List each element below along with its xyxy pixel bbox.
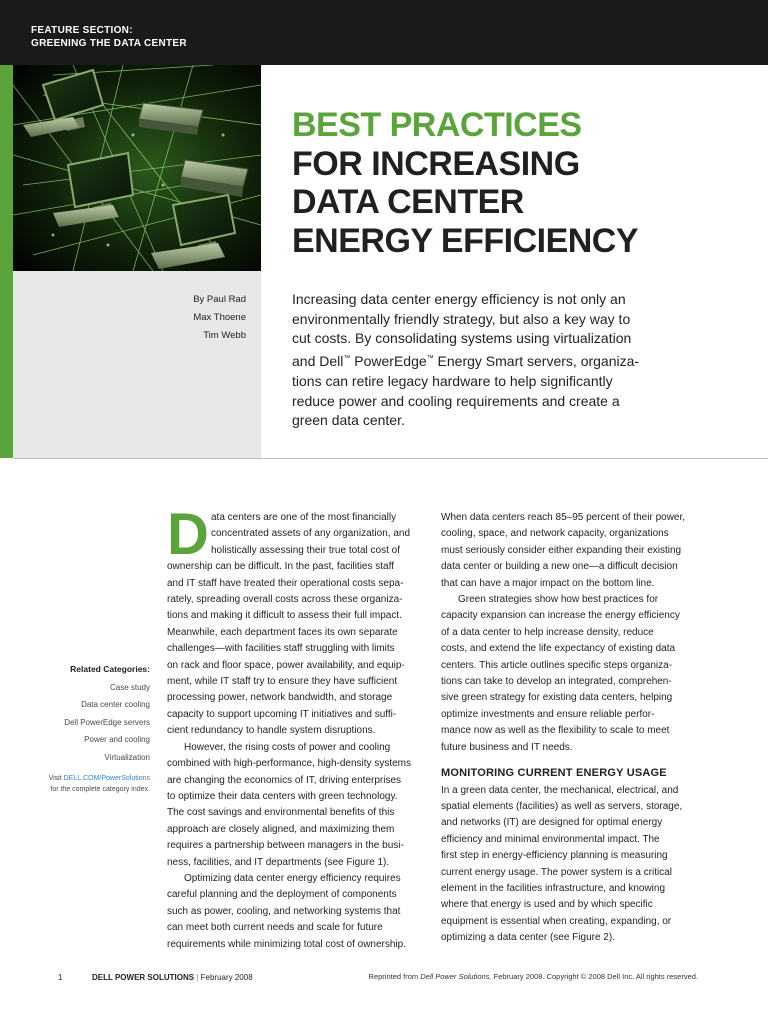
body-line: ata centers are one of the most financially — [211, 512, 397, 523]
lede-line: tions can retire legacy hardware to help significantly — [292, 372, 613, 389]
author-3: Tim Webb — [203, 330, 246, 341]
category-dell-poweredge-servers: Dell PowerEdge servers — [64, 717, 150, 727]
title-line-2: FOR INCREASING — [292, 144, 580, 183]
footer-separator: | — [196, 973, 199, 982]
reprint-suffix: February 2008. Copyright © 2008 Dell Inc. All rights reserved. — [491, 972, 698, 981]
body-line: combined with high-performance, high-density systems — [167, 758, 411, 770]
body-line: approach are closely aligned, and maximizing them — [167, 823, 395, 835]
body-line: optimizing a data center (see Figure 2). — [441, 932, 615, 944]
body-line: centers. This article outlines specific steps organiza- — [441, 659, 673, 671]
visit-note-suffix: for the complete category index. — [50, 786, 150, 793]
lede-line — [292, 349, 697, 372]
lede-line: environmentally friendly strategy, but also a key way to — [292, 310, 631, 327]
author-2: Max Thoene — [193, 312, 246, 323]
body-line: Green strategies show how best practices for — [458, 594, 659, 606]
body-line: first step in energy-efficiency planning is measuring — [441, 850, 668, 862]
body-line: capacity expansion can increase the energy efficiency — [441, 610, 680, 622]
body-line: cient redundancy to handle system disruptions. — [167, 725, 376, 737]
body-line: processing power, network bandwidth, and storage — [167, 692, 393, 704]
body-line: future business and IT needs. — [441, 741, 573, 753]
body-line: ownership can be difficult. In the past, facilities staff — [167, 561, 394, 573]
body-line: current energy usage. The power system is a critical — [441, 866, 673, 878]
body-line: requirements while minimizing total cost of ownership. — [167, 938, 406, 950]
category-virtualization: Virtualization — [104, 752, 150, 762]
body-line: When data centers reach 85–95 percent of their power, — [441, 512, 686, 523]
body-line: However, the rising costs of power and cooling — [184, 741, 391, 753]
lede-text: and Dell — [292, 353, 344, 370]
body-line: spatial elements (facilities) as well as servers, storage, — [441, 800, 683, 812]
category-power-and-cooling: Power and cooling — [84, 735, 150, 744]
header-divider — [13, 458, 768, 459]
body-line: tions and making it difficult to assess their full impact. — [167, 610, 402, 622]
body-line: must seriously consider either expanding their existing — [441, 544, 682, 556]
powersolutions-link[interactable]: DELL.COM/PowerSolutions — [63, 775, 150, 782]
related-categories-sidebar — [38, 661, 150, 795]
body-line: element in the facilities infrastructure, and knowing — [441, 882, 666, 894]
lede-line: Increasing data center energy efficiency is not only an — [292, 291, 626, 307]
body-line: where that energy is used and by which specific — [441, 899, 653, 911]
reprint-notice — [369, 972, 698, 981]
body-line: careful planning and the deployment of components — [167, 889, 397, 901]
title-line-1: BEST PRACTICES — [292, 106, 582, 144]
lede-text: PowerEdge — [350, 353, 427, 370]
publication-name: DELL POWER SOLUTIONS — [92, 973, 195, 982]
green-accent-strip — [0, 65, 13, 458]
feature-label-line-2: GREENING THE DATA CENTER — [31, 38, 187, 49]
body-line: and IT staff have treated their operational costs sepa- — [167, 577, 404, 589]
body-line: are changing the economics of IT, driving enterprises — [167, 774, 402, 786]
body-line: data center or building a new one—a difficult decision — [441, 561, 678, 573]
author-1: By Paul Rad — [193, 294, 246, 305]
body-line: Optimizing data center energy efficiency requires — [184, 872, 401, 884]
feature-label-line-1: FEATURE SECTION: — [31, 25, 133, 36]
publication-date: February 2008 — [200, 973, 253, 982]
lede-line: green data center. — [292, 412, 405, 429]
article-lede — [292, 290, 697, 431]
body-line: rately, spreading overall costs across these organiza- — [167, 594, 403, 606]
network-illustration — [13, 65, 261, 271]
body-line: mance now as well as the flexibility to scale to meet — [441, 725, 670, 737]
author-byline — [100, 291, 246, 345]
visit-prefix: Visit — [48, 775, 64, 782]
body-line: Meanwhile, each department faces its own separate — [167, 626, 398, 638]
body-line: can meet both current needs and scale for future — [167, 922, 383, 934]
page-number: 1 — [58, 973, 63, 982]
body-line: ment, while IT staff try to ensure they have sufficient — [167, 676, 398, 688]
trademark-symbol: ™ — [343, 355, 351, 363]
body-line: cooling, space, and network capacity, organizations — [441, 528, 669, 540]
body-line: of a data center to help increase density, reduce — [441, 626, 654, 638]
body-line: In a green data center, the mechanical, electrical, and — [441, 784, 679, 796]
lede-line: reduce power and cooling requirements and create a — [292, 392, 620, 409]
article-title — [292, 106, 638, 260]
body-line: equipment is essential when creating, expanding, or — [441, 915, 672, 927]
body-line: such as power, cooling, and networking systems that — [167, 905, 401, 917]
lede-text: Energy Smart servers, organiza- — [433, 353, 640, 370]
page-footer — [0, 969, 768, 989]
top-bar — [0, 0, 768, 65]
lede-line: cut costs. By consolidating systems using virtualization — [292, 330, 632, 347]
body-line: on rack and floor space, power availability, and equip- — [167, 659, 405, 671]
title-line-3: DATA CENTER — [292, 183, 524, 221]
body-line: sive green strategy for existing data centers, helping — [441, 692, 673, 704]
body-line: efficiency and minimal environmental impact. The — [441, 833, 660, 845]
body-line: holistically assessing their true total cost of — [211, 544, 400, 556]
related-categories-heading: Related Categories: — [70, 664, 150, 674]
body-line: tions can take to develop an integrated, comprehen- — [441, 676, 672, 688]
reprint-prefix: Reprinted from — [368, 972, 421, 981]
section-heading-monitoring: MONITORING CURRENT ENERGY USAGE — [441, 767, 667, 780]
category-data-center-cooling: Data center cooling — [81, 700, 150, 709]
body-line: The cost savings and environmental benefits of this — [167, 807, 395, 819]
body-line: ness, facilities, and IT departments (see Figure 1). — [167, 856, 390, 868]
feature-section-label — [31, 24, 187, 50]
body-line: concentrated assets of any organization, and — [211, 528, 411, 540]
publication-info — [92, 973, 253, 982]
title-line-4: ENERGY EFFICIENCY — [292, 221, 639, 260]
visit-note — [38, 773, 150, 784]
category-case-study: Case study — [109, 682, 150, 692]
reprint-publication: Dell Power Solutions, — [420, 972, 492, 981]
body-column-left — [167, 502, 425, 953]
body-line: requires a partnership between managers in the busi- — [167, 840, 404, 852]
body-line: optimize investments and ensure reliable perfor- — [441, 708, 655, 720]
body-line: to optimize their data centers with green technology. — [167, 790, 398, 802]
body-line: challenges—with facilities staff struggling with limits — [167, 643, 395, 655]
body-line: capacity to support upcoming IT initiatives and suffi- — [167, 708, 397, 720]
body-line: costs, and extend the life expectancy of existing data — [441, 643, 676, 655]
trademark-symbol: ™ — [426, 355, 434, 363]
body-column-right — [441, 510, 699, 947]
body-line: that can have a major impact on the bottom line. — [441, 577, 655, 589]
body-line: and networks (IT) are designed for optimal energy — [441, 817, 663, 829]
drop-cap: D — [167, 502, 209, 567]
hero-image-networked-computers — [13, 65, 261, 271]
